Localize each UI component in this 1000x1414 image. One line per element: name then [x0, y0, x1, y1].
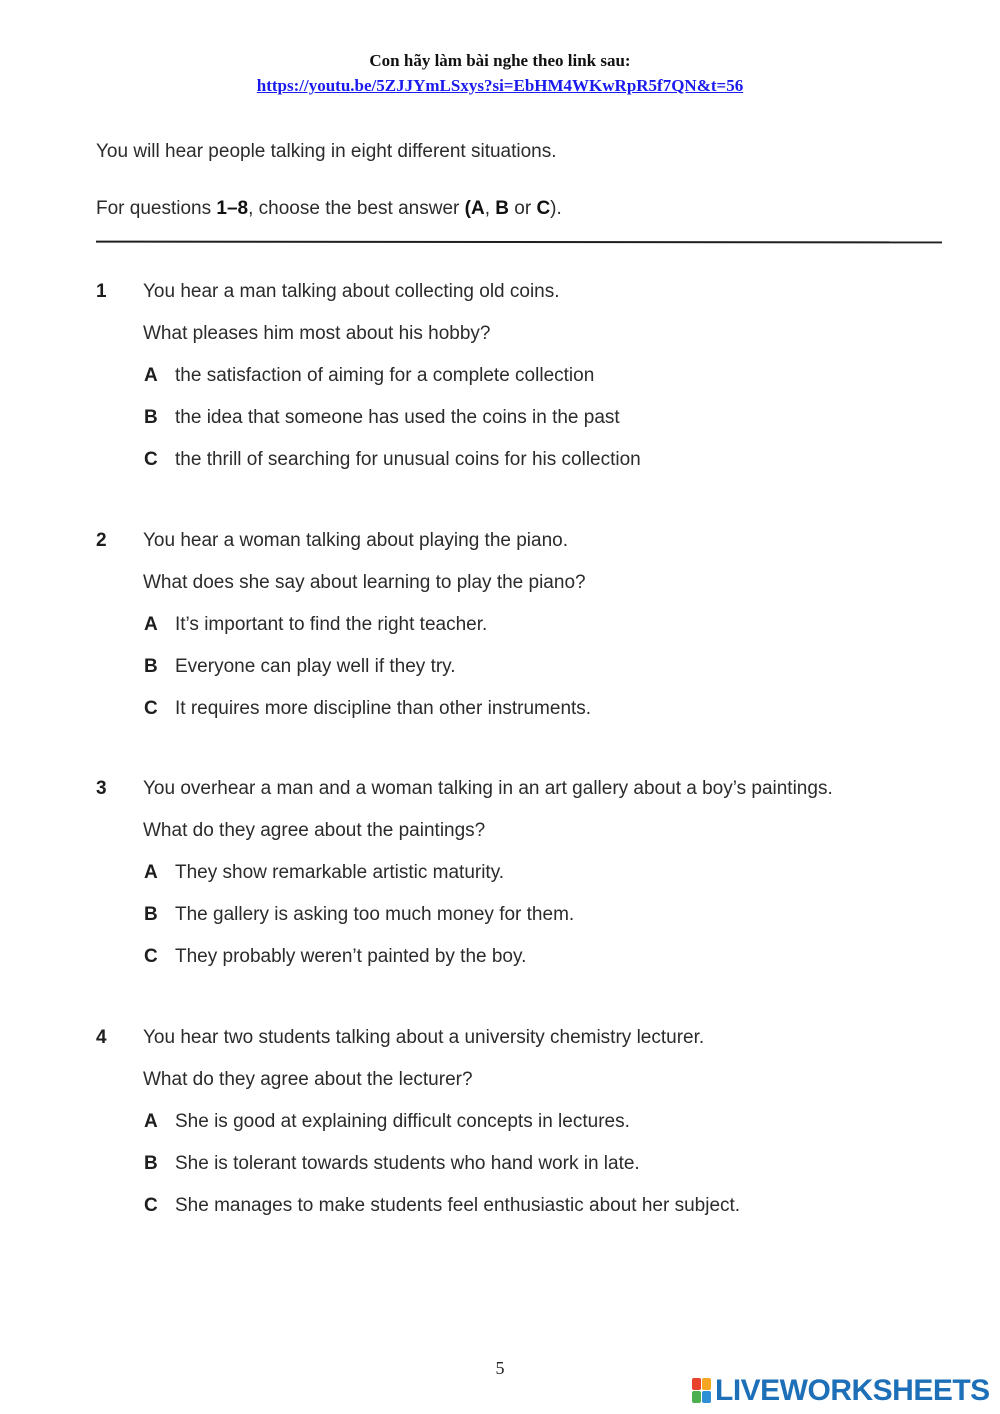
- intro-line-2: [96, 198, 562, 220]
- option-a[interactable]: [144, 614, 487, 636]
- question-prompt: What does she say about learning to play the piano?: [143, 572, 586, 593]
- option-b[interactable]: [144, 656, 456, 678]
- intro-text: , choose the best answer: [248, 198, 465, 219]
- option-letter: B: [144, 407, 158, 428]
- question-prompt: What do they agree about the lecturer?: [143, 1069, 473, 1090]
- option-text: She is good at explaining difficult concepts in lectures.: [175, 1111, 630, 1132]
- question-number: 3: [96, 778, 107, 799]
- option-letter: A: [144, 1111, 158, 1132]
- option-text: the satisfaction of aiming for a complete collection: [175, 365, 595, 386]
- liveworksheets-logo-icon: [692, 1378, 712, 1404]
- listening-link[interactable]: https://youtu.be/5ZJJYmLSxys?si=EbHM4WKwRpR5f7QN&t=56: [256, 76, 744, 95]
- option-letter: B: [144, 904, 158, 925]
- option-letter: C: [144, 946, 158, 967]
- choice-a: (A: [464, 198, 485, 219]
- option-a[interactable]: [144, 862, 504, 884]
- choice-b: B: [495, 198, 509, 219]
- option-a[interactable]: [144, 1111, 630, 1133]
- divider: [96, 241, 942, 244]
- question-prompt: What pleases him most about his hobby?: [143, 323, 491, 344]
- option-c[interactable]: [144, 946, 526, 968]
- question-prompt: What do they agree about the paintings?: [143, 820, 486, 841]
- option-text: Everyone can play well if they try.: [175, 656, 456, 677]
- option-text: She manages to make students feel enthusiastic about her subject.: [175, 1195, 741, 1216]
- question-context: You hear two students talking about a university chemistry lecturer.: [143, 1027, 705, 1048]
- option-text: They probably weren’t painted by the boy.: [175, 946, 527, 967]
- option-letter: B: [144, 1153, 158, 1174]
- header-instruction: Con hãy làm bài nghe theo link sau:: [369, 51, 631, 70]
- option-text: It’s important to find the right teacher.: [175, 614, 488, 635]
- option-c[interactable]: [144, 1195, 740, 1217]
- liveworksheets-brand[interactable]: [692, 1374, 990, 1408]
- intro-text: For questions: [96, 198, 217, 219]
- option-c[interactable]: [144, 698, 591, 720]
- question-range: 1–8: [216, 198, 249, 219]
- intro-line-1: You will hear people talking in eight different situations.: [96, 141, 557, 162]
- page-number: 5: [495, 1358, 505, 1378]
- option-text: The gallery is asking too much money for them.: [175, 904, 575, 925]
- question-context: You hear a man talking about collecting old coins.: [143, 281, 560, 302]
- intro-text: ).: [550, 198, 562, 219]
- option-letter: C: [144, 698, 158, 719]
- option-c[interactable]: [144, 449, 641, 471]
- question-context: You overhear a man and a woman talking in an art gallery about a boy’s paintings.: [143, 778, 833, 799]
- choice-c: C: [536, 198, 551, 219]
- option-text: the thrill of searching for unusual coins for his collection: [175, 449, 641, 470]
- option-text: It requires more discipline than other instruments.: [175, 698, 592, 719]
- option-b[interactable]: [144, 407, 620, 429]
- option-b[interactable]: [144, 904, 574, 926]
- question-context: You hear a woman talking about playing the piano.: [143, 530, 568, 551]
- question-number: 2: [96, 530, 107, 551]
- option-letter: A: [144, 862, 158, 883]
- intro-text: or: [508, 198, 537, 219]
- option-text: the idea that someone has used the coins in the past: [175, 407, 620, 428]
- option-letter: A: [144, 614, 158, 635]
- question-number: 1: [96, 281, 107, 302]
- page-header: [0, 48, 1000, 98]
- option-letter: B: [144, 656, 158, 677]
- question-number: 4: [96, 1027, 107, 1048]
- option-text: They show remarkable artistic maturity.: [175, 862, 505, 883]
- option-letter: C: [144, 1195, 158, 1216]
- intro-text: ,: [484, 198, 496, 219]
- option-b[interactable]: [144, 1153, 640, 1175]
- option-text: She is tolerant towards students who hand work in late.: [175, 1153, 640, 1174]
- option-letter: A: [144, 365, 158, 386]
- option-a[interactable]: [144, 365, 594, 387]
- brand-name: LIVEWORKSHEETS: [715, 1374, 990, 1407]
- option-letter: C: [144, 449, 158, 470]
